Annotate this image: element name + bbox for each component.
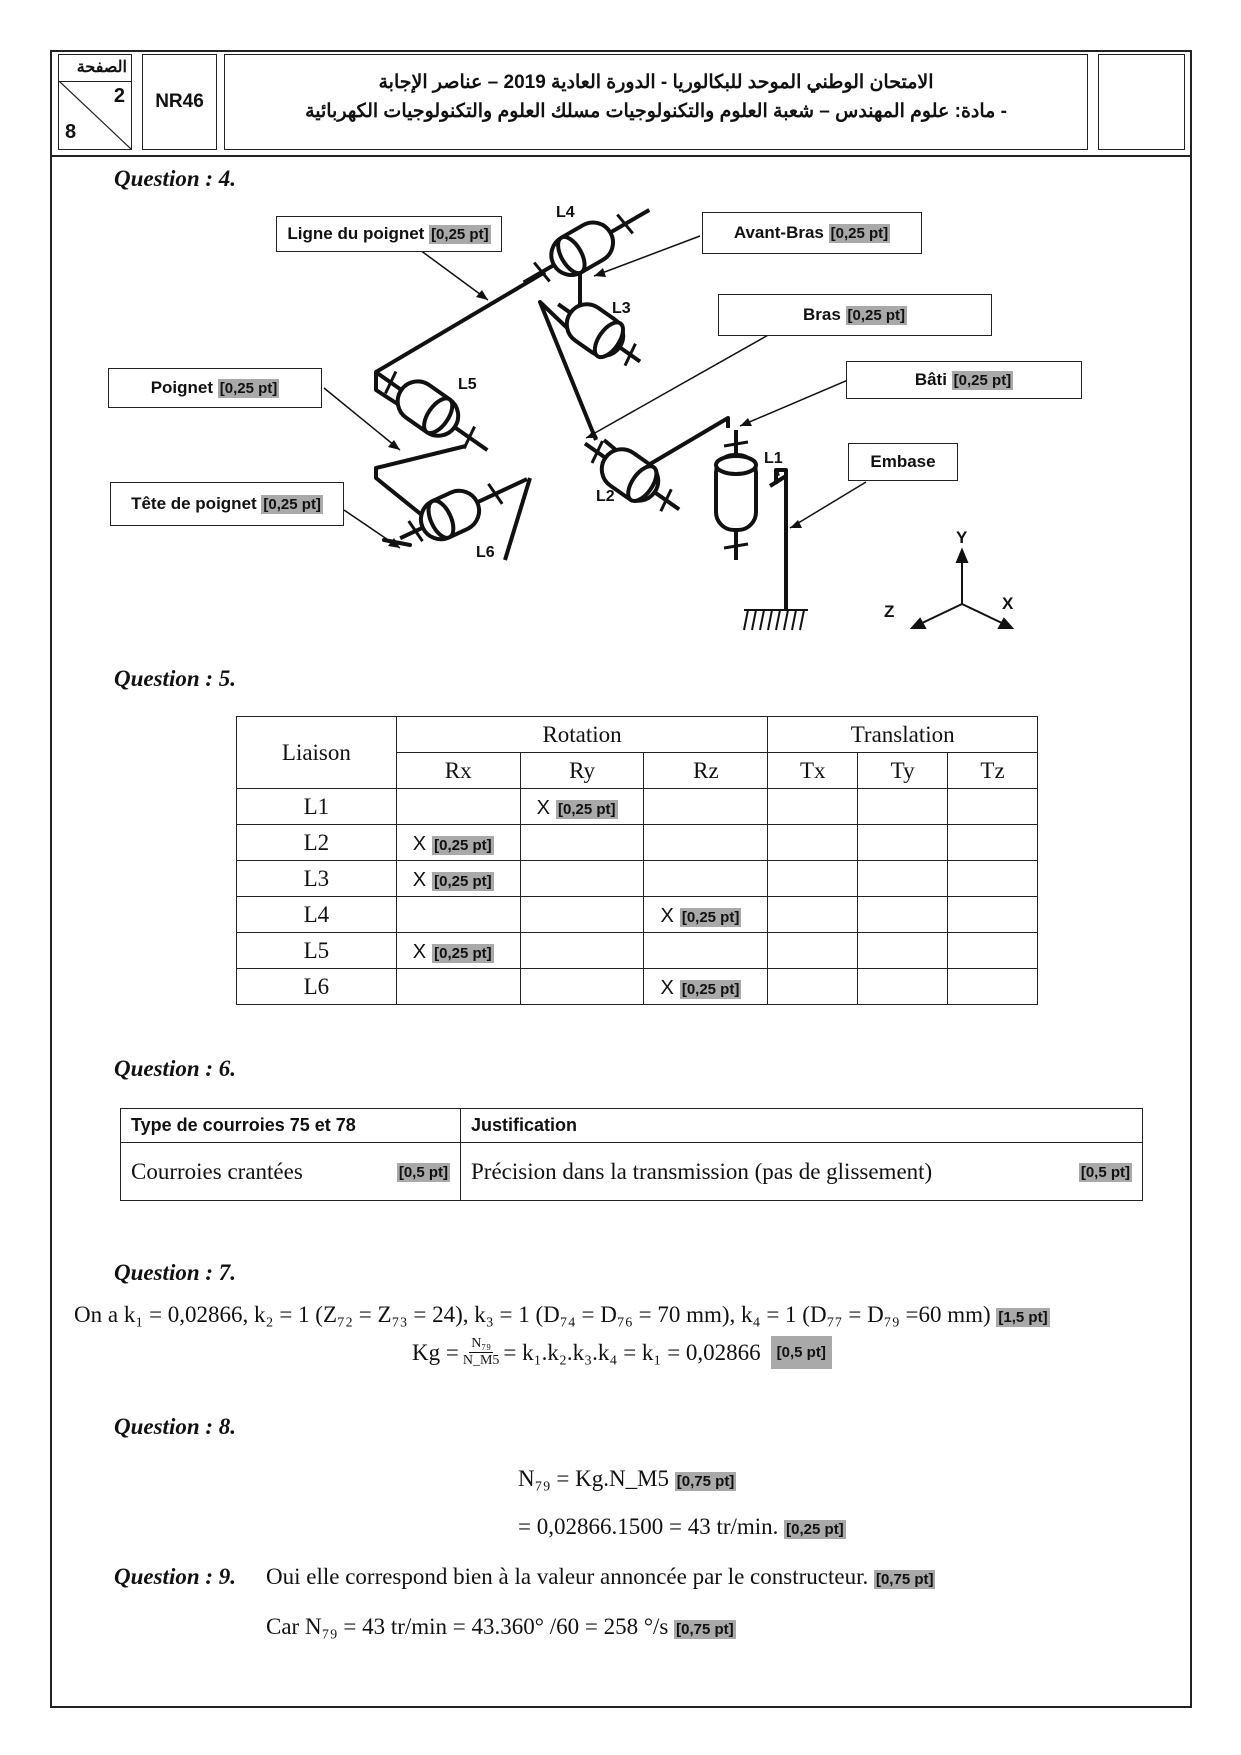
label-tete-de-poignet: Tête de poignet [0,25 pt] xyxy=(110,482,344,526)
page-number-box xyxy=(58,54,132,150)
table-cell xyxy=(858,861,948,897)
table-cell xyxy=(396,969,520,1005)
table-cell xyxy=(768,789,858,825)
question-6-title: Question : 6. xyxy=(114,1056,237,1081)
table-cell xyxy=(644,969,768,1005)
table-cell xyxy=(948,969,1038,1005)
question-9-title: Question : 9. xyxy=(114,1564,237,1589)
joint-label-L1: L1 xyxy=(764,450,783,467)
table-cell xyxy=(644,825,768,861)
q7-line1: On a k₁ = 0,02866, k₂ = 1 (Z₇₂ = Z₇₃ = 24), k₃ = 1 (D₇₄ = D₇₆ = 70 mm), k₄ = 1 (D₇₇ = D₇₉ =60 mm) [1,5 pt] xyxy=(74,1302,1048,1327)
points-badge: [0,5 pt] xyxy=(1080,1163,1130,1181)
liaison-table xyxy=(236,716,1038,1005)
table-cell xyxy=(396,933,520,969)
col-rx: Rx xyxy=(396,753,520,789)
mark-x: X xyxy=(536,796,550,819)
q8-line1: N₇₉ = Kg.N_M5 [0,75 pt] xyxy=(518,1466,735,1491)
label-bras: Bras [0,25 pt] xyxy=(718,294,992,336)
points-badge: [0,25 pt] xyxy=(557,800,616,818)
axis-z-label: Z xyxy=(884,602,895,621)
page-total: 8 xyxy=(65,121,77,143)
table-cell xyxy=(768,861,858,897)
question-8-title: Question : 8. xyxy=(114,1414,237,1439)
joint-label-L2: L2 xyxy=(596,488,615,505)
table-row xyxy=(237,933,1038,969)
table-cell xyxy=(858,825,948,861)
joint-L4 xyxy=(514,193,660,300)
table-cell xyxy=(948,825,1038,861)
header-liaison: Liaison xyxy=(237,717,397,789)
table-cell xyxy=(948,861,1038,897)
points-badge: [0,25 pt] xyxy=(786,1521,844,1538)
table-cell xyxy=(858,933,948,969)
table-cell xyxy=(948,897,1038,933)
blank-header-box xyxy=(1098,54,1185,150)
table-cell xyxy=(644,789,768,825)
joint-L5 xyxy=(365,356,499,466)
table-cell xyxy=(858,897,948,933)
points-badge: [0,5 pt] xyxy=(771,1336,832,1369)
mark-x: X xyxy=(660,976,674,999)
points-badge: [0,25 pt] xyxy=(434,944,492,962)
table-cell xyxy=(520,861,644,897)
table-row xyxy=(237,861,1038,897)
col-ty: Ty xyxy=(858,753,948,789)
cell-justification: Précision dans la transmission (pas de glissement) [0,5 pt] xyxy=(461,1143,1143,1201)
row-liaison-name: L1 xyxy=(237,789,397,825)
mark-x: X xyxy=(412,832,427,855)
header-rotation: Rotation xyxy=(396,717,768,753)
label-bati: Bâti [0,25 pt] xyxy=(846,361,1082,399)
table-cell xyxy=(520,825,644,861)
table-row xyxy=(237,789,1038,825)
table-cell xyxy=(768,969,858,1005)
table-cell xyxy=(768,825,858,861)
points-badge: [0,75 pt] xyxy=(676,1621,734,1638)
page-label: الصفحة xyxy=(76,59,127,76)
points-badge: [1,5 pt] xyxy=(998,1309,1048,1326)
col-ry: Ry xyxy=(520,753,644,789)
label-ligne-du-poignet: Ligne du poignet [0,25 pt] xyxy=(276,216,502,252)
fraction: $\frac{\text{N₇₉}}{N\_M5}$ xyxy=(462,1336,500,1368)
label-embase: Embase xyxy=(848,443,958,481)
joint-L1 xyxy=(716,430,756,560)
question-7-title: Question : 7. xyxy=(114,1260,237,1285)
col-tz: Tz xyxy=(948,753,1038,789)
table-cell xyxy=(396,897,520,933)
table-cell xyxy=(644,897,768,933)
table-cell xyxy=(768,933,858,969)
points-badge: [0,25 pt] xyxy=(434,836,492,854)
col-tx: Tx xyxy=(768,753,858,789)
table-cell xyxy=(396,789,520,825)
q8-line2: = 0,02866.1500 = 43 tr/min. [0,25 pt] xyxy=(518,1514,844,1539)
header-separator xyxy=(50,155,1192,157)
points-badge: [0,75 pt] xyxy=(676,1473,735,1490)
q9-line1: Oui elle correspond bien à la valeur annoncée par le constructeur. [0,75 pt] xyxy=(266,1564,934,1589)
mark-x: X xyxy=(412,868,427,891)
header-justification: Justification xyxy=(461,1109,1143,1143)
table-cell xyxy=(768,897,858,933)
joint-L3 xyxy=(547,288,652,378)
q7-kg-formula: Kg = $\frac{\text{N₇₉}}{N\_M5}$ = k₁.k₂.k₃.k₄ = k₁ = 0,02866 [0,5 pt] xyxy=(412,1336,832,1369)
joint-label-L3: L3 xyxy=(612,300,631,317)
table-cell xyxy=(520,933,644,969)
cell-type: Courroies crantées [0,5 pt] xyxy=(121,1143,461,1201)
table-cell xyxy=(396,861,520,897)
table-cell xyxy=(948,933,1038,969)
question-4-title: Question : 4. xyxy=(114,166,237,191)
row-liaison-name: L5 xyxy=(237,933,397,969)
table-cell xyxy=(948,789,1038,825)
question-5-title: Question : 5. xyxy=(114,666,237,691)
mark-x: X xyxy=(412,940,427,963)
points-badge: [0,75 pt] xyxy=(875,1571,934,1588)
label-poignet: Poignet [0,25 pt] xyxy=(108,368,322,408)
exam-title-line1: الامتحان الوطني الموحد للبكالوريا - الدورة العادية 2019 – عناصر الإجابة xyxy=(378,72,934,93)
row-liaison-name: L2 xyxy=(237,825,397,861)
header-type: Type de courroies 75 et 78 xyxy=(121,1109,461,1143)
axis-triad xyxy=(912,550,1012,628)
exam-code-box xyxy=(142,54,217,150)
table-cell xyxy=(520,789,644,825)
table-cell xyxy=(644,933,768,969)
joint-label-L4: L4 xyxy=(556,204,575,221)
axis-x-label: X xyxy=(1002,594,1014,613)
exam-code: NR46 xyxy=(155,91,204,112)
table-cell xyxy=(858,789,948,825)
page-number: 2 xyxy=(113,85,125,107)
points-badge: [0,25 pt] xyxy=(681,908,740,926)
joint-label-L5: L5 xyxy=(458,376,477,393)
table-row xyxy=(237,897,1038,933)
row-liaison-name: L3 xyxy=(237,861,397,897)
table-cell xyxy=(858,969,948,1005)
ground-symbol xyxy=(744,610,808,630)
table-cell xyxy=(520,897,644,933)
courroie-table xyxy=(120,1108,1143,1201)
table-cell xyxy=(520,969,644,1005)
table-row xyxy=(237,825,1038,861)
q9-line2: Car N₇₉ = 43 tr/min = 43.360° /60 = 258 °/s [0,75 pt] xyxy=(266,1614,734,1639)
table-cell xyxy=(396,825,520,861)
col-rz: Rz xyxy=(644,753,768,789)
row-liaison-name: L6 xyxy=(237,969,397,1005)
row-liaison-name: L4 xyxy=(237,897,397,933)
axis-y-label: Y xyxy=(956,528,968,547)
joint-label-L6: L6 xyxy=(476,544,495,561)
points-badge: [0,25 pt] xyxy=(434,872,492,890)
points-badge: [0,5 pt] xyxy=(398,1163,448,1181)
exam-title-line2: - مادة: علوم المهندس – شعبة العلوم والتكنولوجيات مسلك العلوم والتكنولوجيات الكهربائية xyxy=(305,101,1007,122)
robot-diagram xyxy=(0,180,1241,650)
exam-title-box xyxy=(224,54,1088,150)
header-translation: Translation xyxy=(768,717,1038,753)
points-badge: [0,25 pt] xyxy=(681,980,740,998)
table-cell xyxy=(644,861,768,897)
label-avant-bras: Avant-Bras [0,25 pt] xyxy=(702,212,922,254)
table-row xyxy=(237,969,1038,1005)
mark-x: X xyxy=(660,904,674,927)
joint-L2 xyxy=(573,427,690,526)
